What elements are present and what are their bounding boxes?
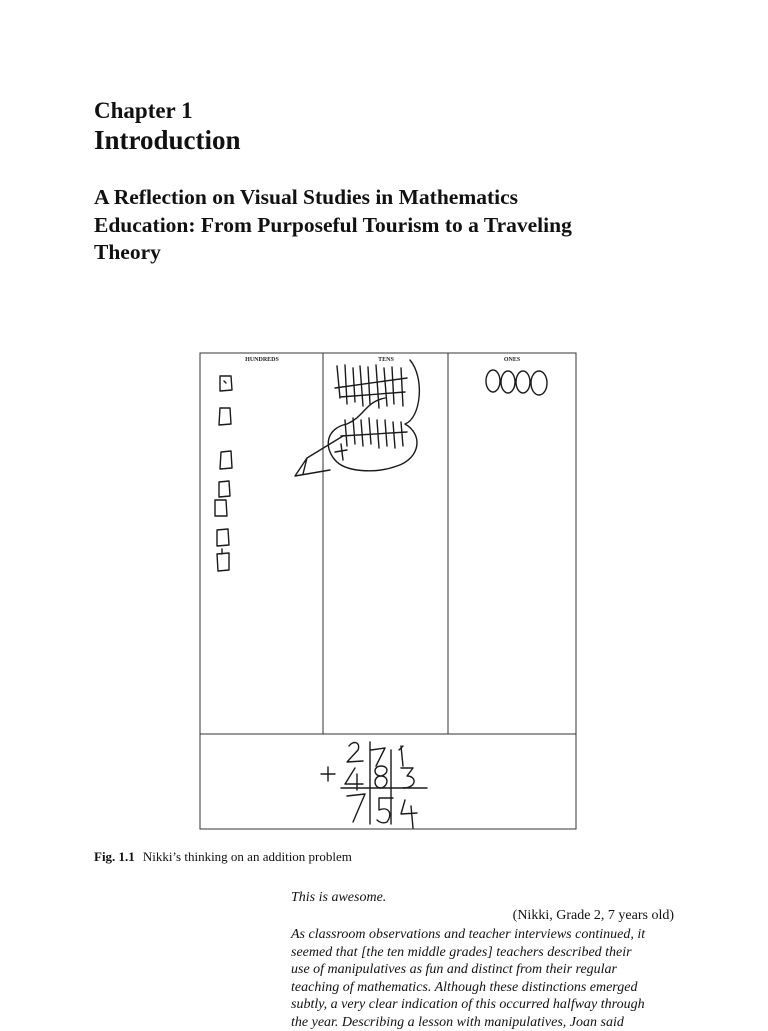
section-title (94, 184, 694, 267)
column-header-tens: TENS (378, 357, 394, 363)
body-line: As classroom observations and teacher interviews continued, it (291, 926, 681, 944)
column-header-hundreds: HUNDREDS (245, 357, 279, 363)
body-line: the year. Describing a lesson with manipulatives, Joan said (291, 1014, 681, 1031)
chapter-label: Chapter 1 (94, 98, 193, 124)
figure-caption-text: Nikki’s thinking on an addition problem (143, 849, 352, 864)
section-title-line: Education: From Purposeful Tourism to a Traveling (94, 212, 694, 240)
figure-number: Fig. 1.1 (94, 849, 135, 864)
body-line: subtly, a very clear indication of this occurred halfway through (291, 996, 681, 1014)
body-line: teaching of mathematics. Although these distinctions emerged (291, 979, 681, 997)
figure-caption (94, 849, 352, 865)
column-header-ones: ONES (504, 357, 521, 363)
place-value-frame (200, 353, 576, 829)
section-title-line: Theory (94, 239, 694, 267)
figure-place-value-chart (195, 348, 579, 834)
body-line: seemed that [the ten middle grades] teachers described their (291, 944, 681, 962)
body-paragraph (291, 926, 681, 1031)
chapter-title: Introduction (94, 125, 241, 156)
epigraph-quote: This is awesome. (291, 890, 386, 906)
section-title-line: A Reflection on Visual Studies in Mathematics (94, 184, 694, 212)
body-line: use of manipulatives as fun and distinct from their regular (291, 961, 681, 979)
epigraph-attribution: (Nikki, Grade 2, 7 years old) (513, 908, 674, 924)
